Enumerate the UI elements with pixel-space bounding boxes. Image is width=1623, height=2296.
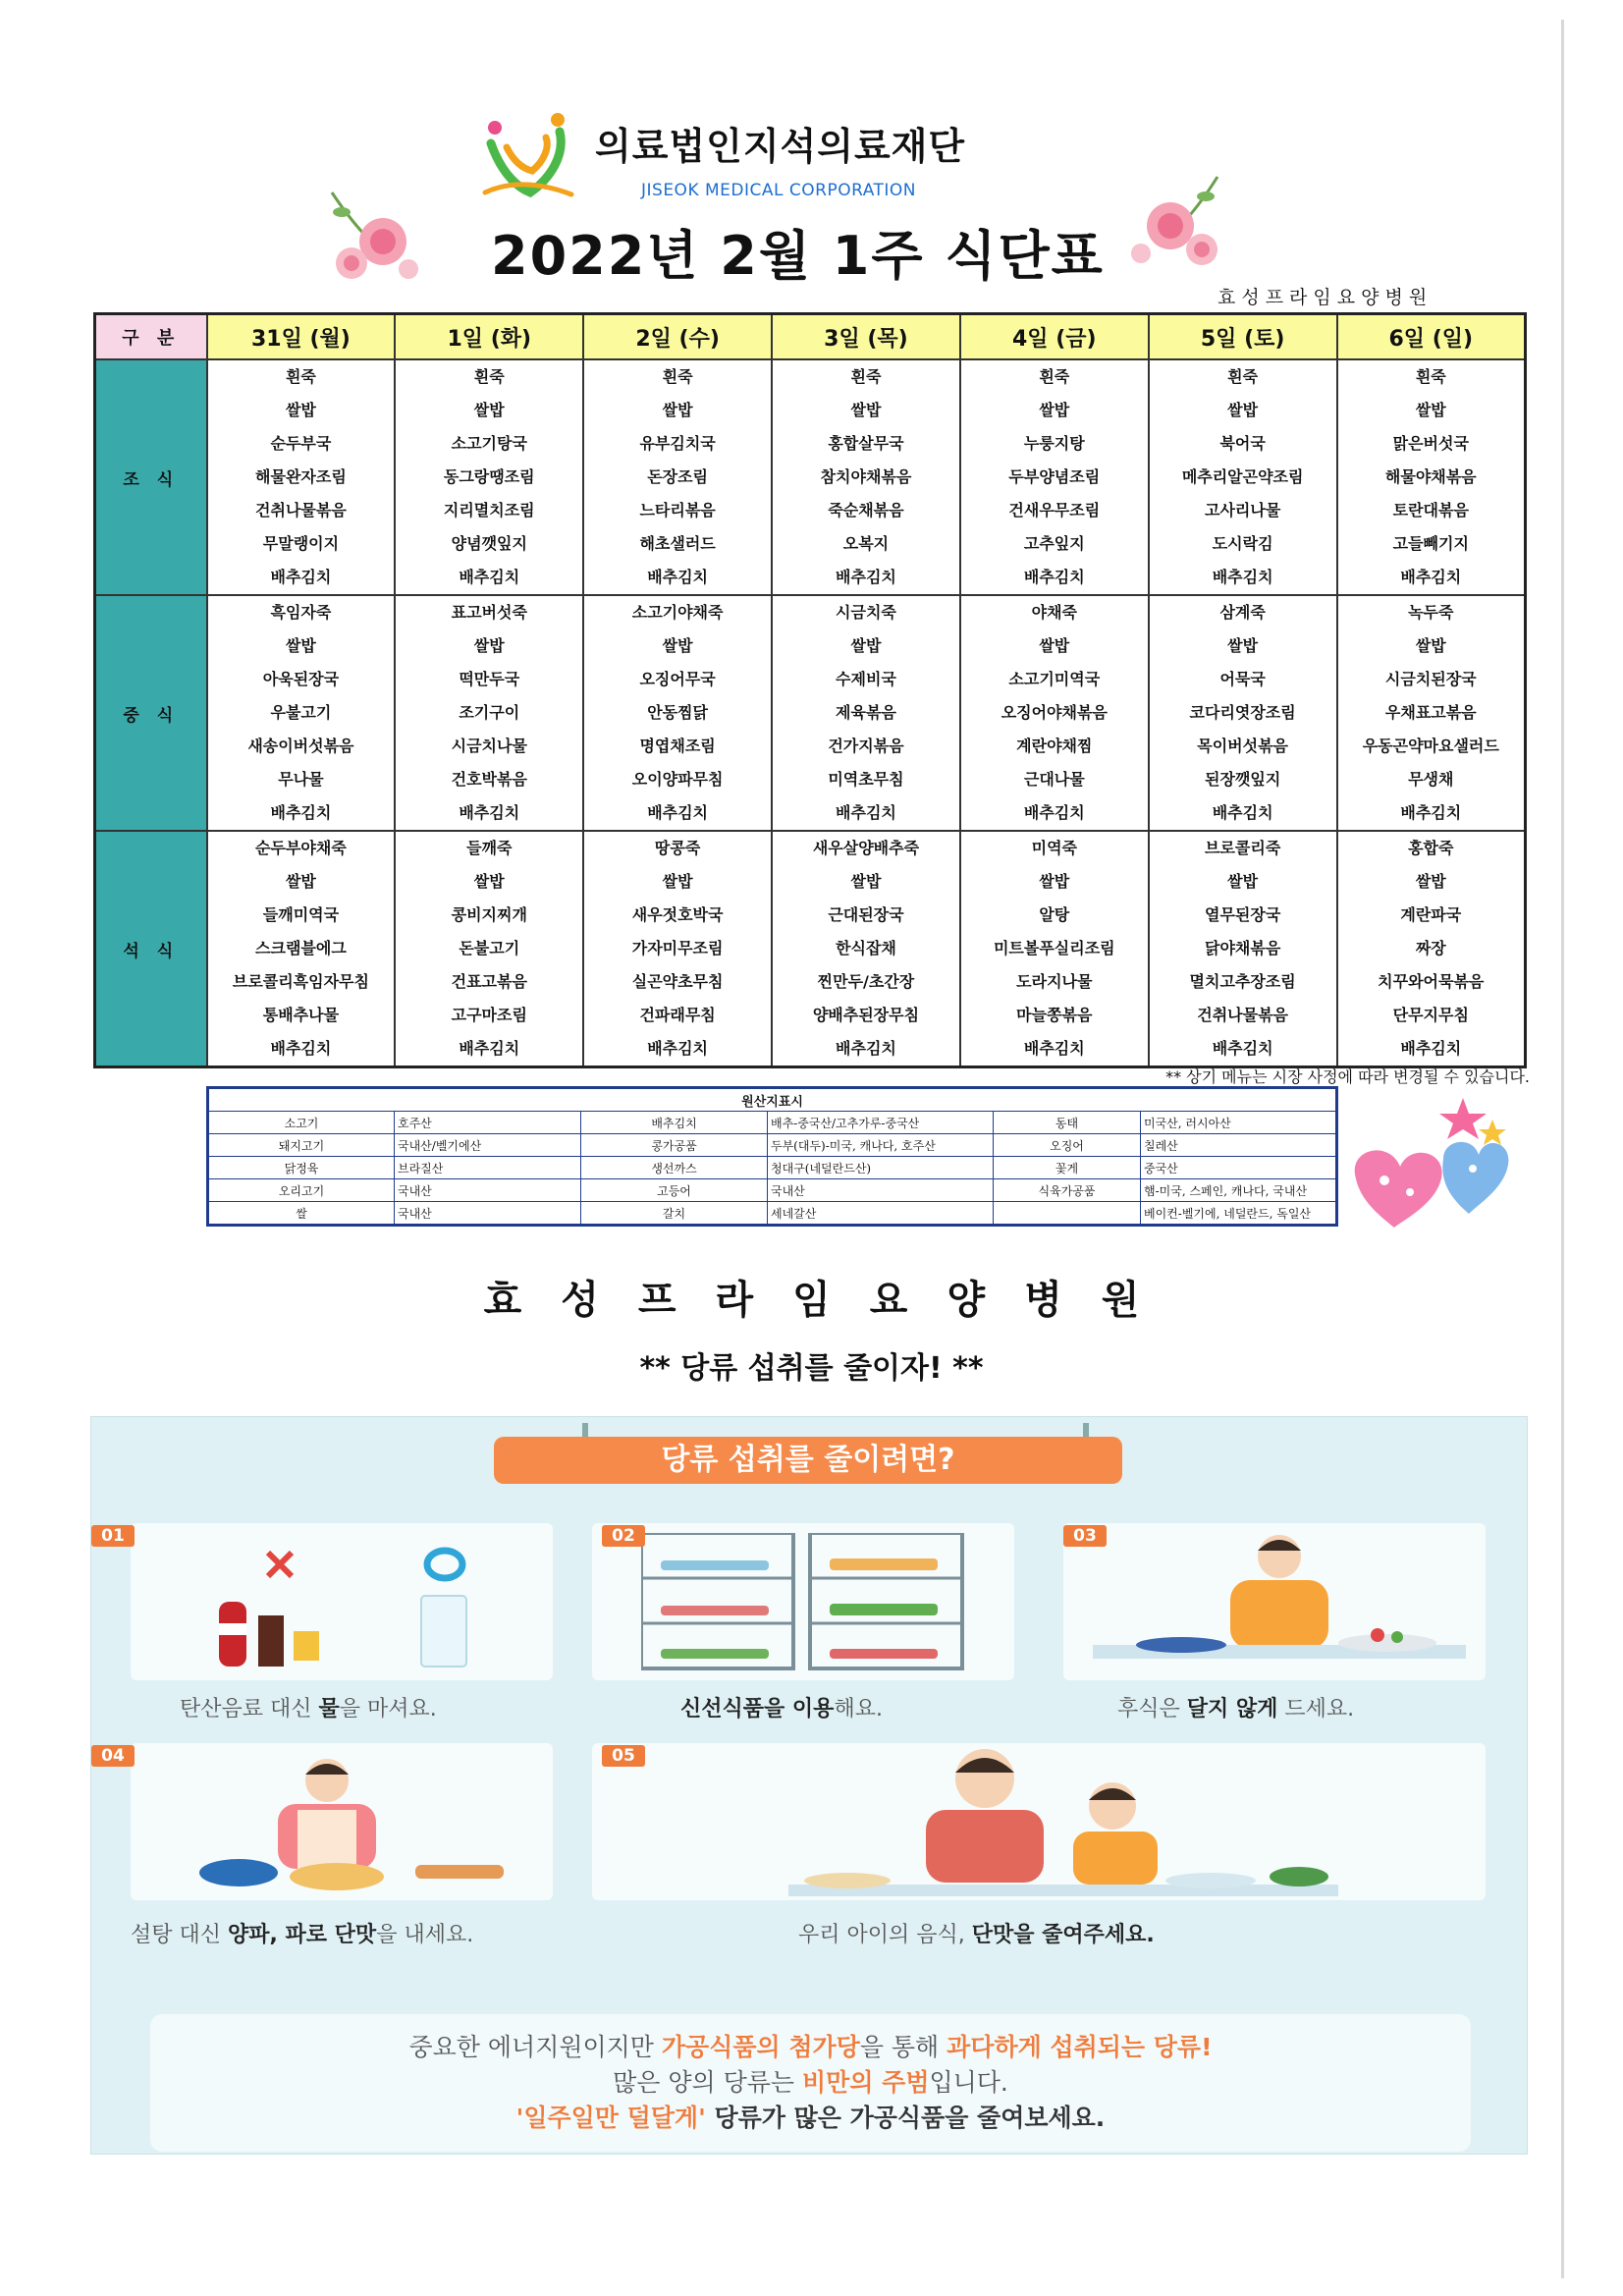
menu-item: 쌀밥 [850, 401, 882, 419]
origin-row [208, 1157, 1337, 1179]
menu-item: 토란대볶음 [1392, 501, 1469, 519]
menu-item: 열무된장국 [1205, 905, 1281, 924]
menu-item: 건호박볶음 [451, 770, 527, 789]
origin-item: 콩가공품 [581, 1134, 768, 1157]
poster-message-line-3: '일주일만 덜달게' 당류가 많은 가공식품을 줄여보세요. [515, 2104, 1106, 2132]
menu-item: 흰죽 [1039, 367, 1070, 386]
menu-item: 무말랭이지 [262, 534, 340, 553]
menu-item: 시금치된장국 [1384, 670, 1477, 688]
menu-item: 계란파국 [1400, 905, 1462, 924]
origin-country: 두부(대두)-미국, 캐나다, 호주산 [768, 1134, 994, 1157]
menu-cell [583, 359, 772, 595]
origin-country: 국내산 [768, 1179, 994, 1202]
organization-name: 의료법인지석의료재단 [595, 125, 966, 168]
meal-row [95, 831, 1526, 1067]
menu-item: 고추잎지 [1023, 534, 1085, 553]
menu-item: 짜장 [1415, 939, 1446, 957]
menu-cell [1337, 831, 1526, 1067]
menu-item: 건새우무조림 [1008, 501, 1101, 519]
menu-item: 무생채 [1408, 770, 1454, 789]
menu-header-row [95, 314, 1526, 360]
menu-item: 쌀밥 [1415, 872, 1446, 891]
menu-item: 새우살양배추죽 [812, 839, 920, 857]
poster-ribbon-title: 당류 섭취를 줄이려면? [494, 1437, 1122, 1484]
menu-item: 시금치나물 [451, 737, 527, 755]
menu-item: 북어국 [1219, 434, 1266, 453]
menu-cell [1149, 595, 1337, 831]
menu-item: 배추김치 [1212, 803, 1273, 822]
origin-row [208, 1112, 1337, 1134]
tip-number: 03 [1063, 1525, 1107, 1547]
sugar-slogan: ** 당류 섭취를 줄이자! ** [639, 1351, 984, 1386]
tip-number: 02 [602, 1525, 645, 1547]
heart-balloon-icon [1345, 1090, 1512, 1232]
origin-item: 생선까스 [581, 1157, 768, 1179]
hospital-name-small: 효성프라임요양병원 [1217, 287, 1434, 308]
menu-item: 두부양념조림 [1008, 467, 1101, 486]
origin-item: 동태 [994, 1112, 1141, 1134]
menu-item: 스크램블에그 [255, 939, 347, 957]
menu-item: 미트볼푸실리조림 [993, 939, 1115, 957]
menu-item: 알탕 [1039, 905, 1070, 924]
menu-item: 조기구이 [459, 703, 520, 722]
menu-item: 흰죽 [662, 367, 693, 386]
tip-number: 01 [91, 1525, 135, 1547]
menu-item: 흰죽 [1227, 367, 1259, 386]
menu-item: 쌀밥 [1039, 636, 1070, 655]
menu-item: 누룽지탕 [1023, 434, 1085, 453]
origin-country: 국내산 [395, 1202, 581, 1226]
tip-card-02 [592, 1523, 1014, 1680]
menu-item: 배추김치 [1023, 803, 1085, 822]
menu-item: 미역초무침 [828, 770, 904, 789]
origin-item: 오징어 [994, 1134, 1141, 1157]
menu-item: 표고버섯죽 [451, 603, 527, 622]
menu-item: 무나물 [278, 770, 324, 789]
menu-item: 마늘쫑볶음 [1016, 1006, 1093, 1024]
foundation-logo-icon [481, 108, 575, 202]
menu-item: 된장깻잎지 [1205, 770, 1281, 789]
menu-item: 쌀밥 [1227, 401, 1259, 419]
origin-item: 배추김치 [581, 1112, 768, 1134]
tip-caption: 우리 아이의 음식, 단맛을 줄여주세요. [798, 1923, 1155, 1947]
menu-item: 배추김치 [1400, 1039, 1462, 1058]
menu-item: 치꾸와어묵볶음 [1378, 972, 1485, 991]
menu-item: 쌀밥 [285, 401, 316, 419]
origin-table [206, 1086, 1338, 1227]
menu-cell [960, 595, 1149, 831]
origin-country: 배추-중국산/고추가루-중국산 [768, 1112, 994, 1134]
day-header: 6일 (일) [1337, 314, 1526, 360]
menu-item: 쌀밥 [1227, 636, 1259, 655]
menu-item: 미역죽 [1031, 839, 1077, 857]
menu-item: 건표고볶음 [451, 972, 527, 991]
menu-item: 배추김치 [270, 1039, 332, 1058]
tip-card-05 [592, 1743, 1486, 1900]
menu-item: 배추김치 [1212, 568, 1273, 586]
menu-item: 건가지볶음 [828, 737, 904, 755]
day-header: 5일 (토) [1149, 314, 1337, 360]
menu-item: 배추김치 [647, 1039, 709, 1058]
menu-item: 메추리알곤약조림 [1181, 467, 1304, 486]
weekly-menu-table [93, 312, 1527, 1068]
parent-and-child-cooking-icon [788, 1743, 1338, 1900]
sugar-reduction-poster [90, 1416, 1528, 2155]
poster-message-line-2: 많은 양의 당류는 비만의 주범입니다. [613, 2068, 1008, 2097]
flower-decoration-icon [312, 183, 430, 291]
menu-item: 죽순채볶음 [828, 501, 904, 519]
person-eating-dessert-icon [1093, 1529, 1466, 1676]
menu-item: 떡만두국 [459, 670, 520, 688]
menu-cell [772, 595, 960, 831]
menu-item: 오징어야채볶음 [1001, 703, 1108, 722]
menu-item: 오복지 [842, 534, 890, 553]
origin-country: 국내산 [395, 1179, 581, 1202]
menu-item: 아욱된장국 [262, 670, 340, 688]
menu-item: 브로콜리흑임자무침 [232, 972, 369, 991]
menu-item: 동그랑땡조림 [443, 467, 535, 486]
menu-item: 흰죽 [285, 367, 316, 386]
menu-item: 통배추나물 [262, 1006, 340, 1024]
menu-cell [583, 595, 772, 831]
menu-item: 홍합살무국 [828, 434, 904, 453]
menu-item: 소고기야채죽 [631, 603, 724, 622]
menu-item: 느타리볶음 [639, 501, 716, 519]
menu-cell [207, 595, 396, 831]
menu-item: 건취나물볶음 [1197, 1006, 1289, 1024]
menu-item: 맑은버섯국 [1392, 434, 1469, 453]
menu-item: 쌀밥 [1227, 872, 1259, 891]
menu-item: 배추김치 [836, 568, 896, 586]
menu-cell [1337, 359, 1526, 595]
menu-cell [1337, 595, 1526, 831]
menu-item: 배추김치 [459, 568, 520, 586]
menu-item: 소고기미역국 [1008, 670, 1101, 688]
menu-cell [207, 831, 396, 1067]
menu-item: 계란야채찜 [1016, 737, 1093, 755]
origin-country: 호주산 [395, 1112, 581, 1134]
menu-item: 도라지나물 [1016, 972, 1093, 991]
menu-item: 해물야채볶음 [1384, 467, 1477, 486]
menu-item: 쌀밥 [1039, 872, 1070, 891]
menu-item: 쌀밥 [285, 636, 316, 655]
menu-item: 쌀밥 [1415, 401, 1446, 419]
menu-change-notice: ** 상기 메뉴는 시장 사정에 따라 변경될 수 있습니다. [1165, 1067, 1530, 1086]
menu-item: 한식잡채 [836, 939, 896, 957]
origin-item: 오리고기 [208, 1179, 395, 1202]
menu-item: 쌀밥 [662, 636, 693, 655]
menu-cell [395, 831, 583, 1067]
menu-item: 단무지무침 [1392, 1006, 1469, 1024]
menu-item: 우불고기 [270, 703, 332, 722]
origin-item: 닭정육 [208, 1157, 395, 1179]
day-header: 31일 (월) [207, 314, 396, 360]
menu-item: 들깨미역국 [262, 905, 340, 924]
origin-country: 브라질산 [395, 1157, 581, 1179]
menu-item: 들깨죽 [466, 839, 513, 857]
menu-item: 해초샐러드 [639, 534, 716, 553]
tip-card-01 [131, 1523, 553, 1680]
menu-item: 쌀밥 [285, 872, 316, 891]
poster-message-box [150, 2014, 1471, 2152]
menu-item: 콩비지찌개 [451, 905, 527, 924]
meal-label: 조 식 [95, 359, 207, 595]
origin-country: 중국산 [1141, 1157, 1337, 1179]
gubun-header: 구 분 [95, 314, 207, 360]
menu-item: 쌀밥 [1039, 401, 1070, 419]
day-header: 2일 (수) [583, 314, 772, 360]
origin-country: 세네갈산 [768, 1202, 994, 1226]
menu-cell [1149, 359, 1337, 595]
menu-item: 새우젓호박국 [631, 905, 724, 924]
menu-item: 유부김치국 [639, 434, 716, 453]
menu-item: 오이양파무침 [631, 770, 724, 789]
menu-item: 녹두죽 [1408, 603, 1454, 622]
menu-item: 쌀밥 [850, 636, 882, 655]
menu-item: 쌀밥 [662, 872, 693, 891]
origin-country: 베이컨-벨기에, 네덜란드, 독일산 [1141, 1202, 1337, 1226]
cooking-onion-icon [170, 1751, 523, 1898]
origin-item: 꽃게 [994, 1157, 1141, 1179]
menu-item: 명엽채조림 [639, 737, 716, 755]
menu-item: 안동찜닭 [647, 703, 709, 722]
menu-item: 흑임자죽 [270, 603, 332, 622]
meal-row [95, 595, 1526, 831]
origin-row [208, 1179, 1337, 1202]
menu-cell [960, 831, 1149, 1067]
origin-title: 원산지표시 [208, 1088, 1337, 1112]
menu-item: 제육볶음 [836, 703, 896, 722]
menu-item: 배추김치 [1212, 1039, 1273, 1058]
origin-country: 미국산, 러시아산 [1141, 1112, 1337, 1134]
origin-row [208, 1134, 1337, 1157]
menu-item: 찐만두/초간장 [817, 972, 915, 991]
origin-row [208, 1202, 1337, 1226]
menu-item: 쌀밥 [473, 636, 505, 655]
menu-item: 수제비국 [836, 670, 896, 688]
menu-item: 브로콜리죽 [1205, 839, 1281, 857]
tip-card-04 [131, 1743, 553, 1900]
menu-cell [395, 595, 583, 831]
origin-country: 국내산/벨기에산 [395, 1134, 581, 1157]
tip-caption: 신선식품을 이용해요. [680, 1697, 883, 1722]
menu-title: 2022년 2월 1주 식단표 [491, 225, 1105, 287]
tip-caption: 설탕 대신 양파, 파로 단맛을 내세요. [131, 1923, 474, 1947]
menu-item: 시금치죽 [836, 603, 896, 622]
menu-cell [772, 359, 960, 595]
origin-country: 칠레산 [1141, 1134, 1337, 1157]
menu-cell [207, 359, 396, 595]
menu-item: 쌀밥 [662, 401, 693, 419]
menu-item: 닭야채볶음 [1205, 939, 1281, 957]
poster-message-line-1: 중요한 에너지원이지만 가공식품의 첨가당을 통해 과다하게 섭취되는 당류! [408, 2033, 1213, 2061]
menu-item: 멸치고추장조림 [1189, 972, 1296, 991]
menu-cell [583, 831, 772, 1067]
menu-item: 참치야채볶음 [820, 467, 912, 486]
menu-item: 삼계죽 [1219, 603, 1266, 622]
menu-item: 배추김치 [1023, 1039, 1085, 1058]
tip-caption: 후식은 달지 않게 드세요. [1117, 1697, 1355, 1722]
organization-english-name: JISEOK MEDICAL CORPORATION [641, 181, 917, 200]
menu-item: 배추김치 [459, 803, 520, 822]
menu-item: 쌀밥 [1415, 636, 1446, 655]
menu-cell [960, 359, 1149, 595]
menu-item: 새송이버섯볶음 [247, 737, 354, 755]
menu-item: 실곤약초무침 [631, 972, 724, 991]
menu-item: 배추김치 [836, 803, 896, 822]
menu-cell [1149, 831, 1337, 1067]
tip-number: 04 [91, 1745, 135, 1767]
menu-item: 해물완자조림 [255, 467, 347, 486]
menu-item: 흰죽 [473, 367, 505, 386]
menu-item: 코다리엿장조림 [1189, 703, 1296, 722]
menu-item: 우채표고볶음 [1384, 703, 1477, 722]
origin-item: 돼지고기 [208, 1134, 395, 1157]
origin-item: 갈치 [581, 1202, 768, 1226]
meal-label: 석 식 [95, 831, 207, 1067]
menu-item: 땅콩죽 [654, 839, 701, 857]
menu-item: 돈불고기 [459, 939, 520, 957]
menu-item: 배추김치 [647, 803, 709, 822]
menu-item: 우동곤약마요샐러드 [1362, 737, 1499, 755]
origin-item: 소고기 [208, 1112, 395, 1134]
menu-item: 배추김치 [459, 1039, 520, 1058]
menu-cell [772, 831, 960, 1067]
menu-item: 돈장조림 [647, 467, 709, 486]
origin-item: 고등어 [581, 1179, 768, 1202]
menu-item: 배추김치 [270, 803, 332, 822]
page-edge-line [1561, 20, 1564, 2278]
day-header: 3일 (목) [772, 314, 960, 360]
menu-item: 고들빼기지 [1392, 534, 1469, 553]
menu-item: 쌀밥 [850, 872, 882, 891]
origin-item: 식육가공품 [994, 1179, 1141, 1202]
menu-item: 배추김치 [1023, 568, 1085, 586]
menu-item: 어묵국 [1219, 670, 1266, 688]
menu-item: 쌀밥 [473, 401, 505, 419]
menu-item: 지리멸치조림 [443, 501, 535, 519]
menu-item: 야채죽 [1031, 603, 1077, 622]
menu-item: 흰죽 [850, 367, 882, 386]
menu-cell [395, 359, 583, 595]
hospital-name-large: 효성프라임요양병원 [483, 1278, 1179, 1323]
menu-item: 고사리나물 [1205, 501, 1281, 519]
flower-decoration-icon [1119, 169, 1237, 277]
origin-country: 청대구(네덜란드산) [768, 1157, 994, 1179]
refrigerator-shelves-icon [641, 1533, 965, 1670]
day-header: 1일 (화) [395, 314, 583, 360]
menu-item: 소고기탕국 [451, 434, 527, 453]
menu-item: 건취나물볶음 [255, 501, 347, 519]
origin-country: 햄-미국, 스페인, 캐나다, 국내산 [1141, 1179, 1337, 1202]
menu-item: 가자미무조림 [631, 939, 724, 957]
menu-item: 배추김치 [836, 1039, 896, 1058]
menu-item: 배추김치 [270, 568, 332, 586]
day-header: 4일 (금) [960, 314, 1149, 360]
menu-item: 홍합죽 [1408, 839, 1454, 857]
menu-item: 흰죽 [1415, 367, 1446, 386]
menu-item: 순두부야채죽 [255, 839, 347, 857]
menu-item: 순두부국 [270, 434, 332, 453]
menu-item: 고구마조림 [451, 1006, 527, 1024]
menu-item: 쌀밥 [473, 872, 505, 891]
tip-card-03 [1063, 1523, 1486, 1680]
menu-item: 양배추된장무침 [812, 1006, 920, 1024]
menu-item: 배추김치 [647, 568, 709, 586]
soda-vs-water-icon [189, 1533, 504, 1670]
menu-item: 근대나물 [1023, 770, 1085, 789]
tip-number: 05 [602, 1745, 645, 1767]
menu-item: 오징어무국 [639, 670, 716, 688]
menu-item: 배추김치 [1400, 568, 1462, 586]
menu-item: 건파래무침 [639, 1006, 716, 1024]
origin-item: 쌀 [208, 1202, 395, 1226]
menu-item: 목이버섯볶음 [1197, 737, 1289, 755]
menu-item: 근대된장국 [828, 905, 904, 924]
meal-label: 중 식 [95, 595, 207, 831]
menu-item: 양념깻잎지 [451, 534, 527, 553]
menu-item: 배추김치 [1400, 803, 1462, 822]
tip-caption: 탄산음료 대신 물을 마셔요. [180, 1697, 437, 1722]
menu-item: 도시락김 [1212, 534, 1273, 553]
origin-item [994, 1202, 1141, 1226]
meal-row [95, 359, 1526, 595]
